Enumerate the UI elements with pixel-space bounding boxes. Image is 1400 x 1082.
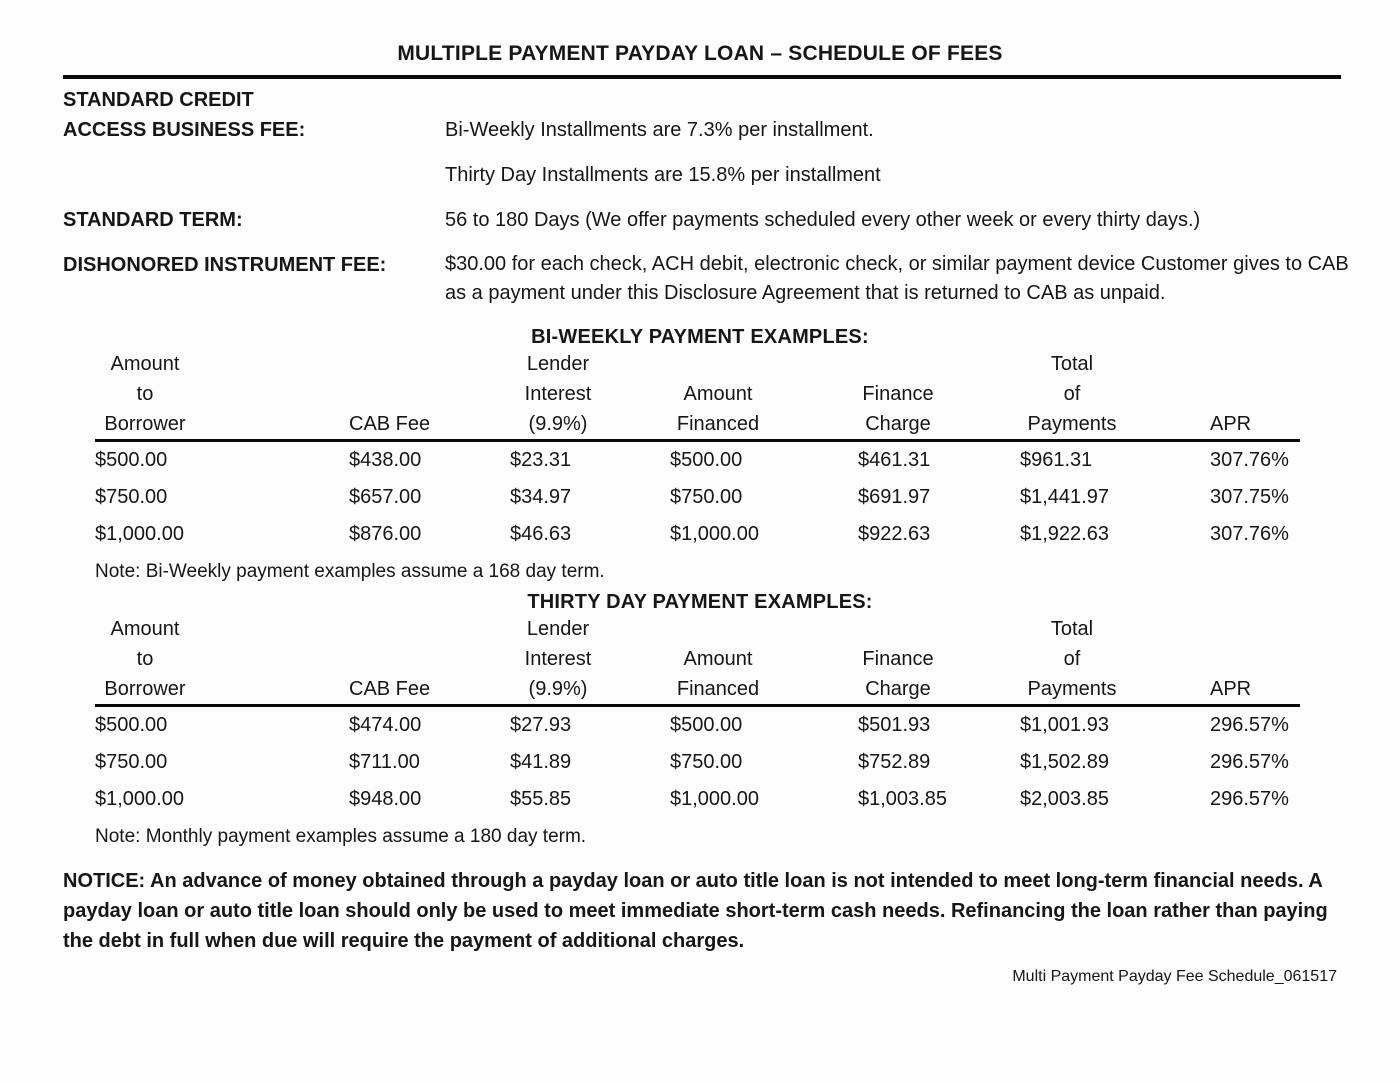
fee-row-dishonored-instrument (63, 250, 1400, 308)
header-line: Amount (683, 648, 753, 670)
fee-value-dishonored-instrument: $30.00 for each check, ACH debit, electronic check, or similar payment device Customer gives to CAB as a payment under this Disclosure Agreement that is returned to CAB as unpaid. (445, 253, 1349, 304)
header-line: Amount (683, 383, 753, 405)
cell-amount-financed: $1,000.00 (670, 523, 759, 545)
cell-amount-to-borrower: $500.00 (95, 714, 168, 736)
header-line: APR (1210, 678, 1252, 700)
cell-finance-charge: $461.31 (858, 449, 931, 471)
fee-value-standard-term: 56 to 180 Days (We offer payments scheduled every other week or every thirty days.) (445, 209, 1201, 231)
fee-label-standard-term: STANDARD TERM: (63, 209, 243, 231)
document-footer-reference: Multi Payment Payday Fee Schedule_061517 (1012, 968, 1337, 985)
thirtyday-table (95, 614, 1310, 818)
column-header-finance-charge (858, 349, 1020, 439)
header-line: CAB Fee (349, 678, 431, 700)
fee-definitions (63, 85, 1400, 308)
header-line: APR (1210, 413, 1252, 435)
cell-cab-fee: $474.00 (349, 714, 422, 736)
table-row (95, 516, 1310, 553)
thirtyday-table-title: THIRTY DAY PAYMENT EXAMPLES: (527, 591, 873, 613)
cell-finance-charge: $922.63 (858, 523, 931, 545)
header-line: Charge (865, 678, 931, 700)
header-line: Financed (676, 413, 760, 435)
cell-total-of-payments: $1,922.63 (1020, 523, 1109, 545)
fee-value-thirtyday-rate: Thirty Day Installments are 15.8% per installment (445, 164, 881, 186)
cell-amount-financed: $1,000.00 (670, 788, 759, 810)
cell-finance-charge: $691.97 (858, 486, 931, 508)
table-row (95, 744, 1310, 781)
cell-lender-interest: $55.85 (510, 788, 572, 810)
column-header-finance-charge (858, 614, 1020, 704)
cell-amount-to-borrower: $750.00 (95, 751, 168, 773)
header-line: Amount (110, 618, 180, 640)
column-header-lender-interest (510, 349, 670, 439)
notice-paragraph: NOTICE: An advance of money obtained through a payday loan or auto title loan is not intended to meet long-term financial needs. A payday loan or auto title loan should only be used to meet immediate short-term cash needs. Refinancing the loan rather than paying the debt in full when due will require the payment of additional charges. (63, 870, 1328, 952)
biweekly-table-note: Note: Bi-Weekly payment examples assume a 168 day term. (95, 561, 605, 582)
cell-total-of-payments: $1,001.93 (1020, 714, 1109, 736)
cell-apr: 296.57% (1210, 714, 1289, 736)
table-row (95, 781, 1310, 818)
table-row (95, 442, 1310, 479)
cell-cab-fee: $657.00 (349, 486, 422, 508)
cell-amount-to-borrower: $1,000.00 (95, 788, 184, 810)
header-line: Interest (524, 648, 592, 670)
biweekly-table-header (95, 349, 1300, 442)
fee-row-standard-term (63, 205, 1400, 235)
table-row (95, 479, 1310, 516)
column-header-total-of-payments (1020, 614, 1210, 704)
cell-apr: 307.76% (1210, 523, 1289, 545)
column-header-total-of-payments (1020, 349, 1210, 439)
column-header-amount-financed (670, 349, 858, 439)
column-header-cab-fee (349, 349, 510, 439)
column-header-amount-financed (670, 614, 858, 704)
cell-apr: 307.75% (1210, 486, 1289, 508)
thirtyday-table-note: Note: Monthly payment examples assume a 180 day term. (95, 826, 587, 847)
cell-lender-interest: $46.63 (510, 523, 572, 545)
cell-finance-charge: $752.89 (858, 751, 931, 773)
header-line: of (1063, 383, 1081, 405)
cell-lender-interest: $23.31 (510, 449, 572, 471)
header-line: Borrower (104, 678, 186, 700)
title-divider-rule (63, 75, 1341, 79)
header-line: of (1063, 648, 1081, 670)
header-line: CAB Fee (349, 413, 431, 435)
cell-lender-interest: $34.97 (510, 486, 572, 508)
cell-finance-charge: $501.93 (858, 714, 931, 736)
cell-total-of-payments: $961.31 (1020, 449, 1093, 471)
header-line: Payments (1027, 413, 1117, 435)
fee-label-standard-credit-access (63, 85, 445, 190)
fee-label-line: ACCESS BUSINESS FEE: (63, 119, 306, 141)
cell-amount-to-borrower: $1,000.00 (95, 523, 184, 545)
cell-apr: 307.76% (1210, 449, 1289, 471)
header-line: Charge (865, 413, 931, 435)
header-line: Total (1050, 618, 1094, 640)
fee-value-biweekly-rate: Bi-Weekly Installments are 7.3% per installment. (445, 119, 874, 141)
header-line: Finance (862, 383, 934, 405)
table-row (95, 707, 1310, 744)
header-line: Lender (526, 353, 590, 375)
cell-amount-financed: $750.00 (670, 486, 743, 508)
cell-finance-charge: $1,003.85 (858, 788, 947, 810)
cell-amount-financed: $750.00 (670, 751, 743, 773)
cell-amount-to-borrower: $750.00 (95, 486, 168, 508)
column-header-amount-to-borrower (95, 349, 349, 439)
header-line: Finance (862, 648, 934, 670)
column-header-lender-interest (510, 614, 670, 704)
cell-amount-to-borrower: $500.00 (95, 449, 168, 471)
column-header-cab-fee (349, 614, 510, 704)
cell-cab-fee: $438.00 (349, 449, 422, 471)
cell-total-of-payments: $2,003.85 (1020, 788, 1109, 810)
column-header-amount-to-borrower (95, 614, 349, 704)
cell-apr: 296.57% (1210, 751, 1289, 773)
header-line: (9.9%) (528, 678, 588, 700)
header-line: Financed (676, 678, 760, 700)
fee-value-standard-credit-access (445, 85, 1350, 190)
cell-apr: 296.57% (1210, 788, 1289, 810)
header-line: Lender (526, 618, 590, 640)
cell-lender-interest: $41.89 (510, 751, 572, 773)
cell-total-of-payments: $1,441.97 (1020, 486, 1109, 508)
fee-label-line: STANDARD CREDIT (63, 89, 254, 111)
header-line: Interest (524, 383, 592, 405)
column-header-apr (1210, 349, 1310, 439)
thirtyday-table-header (95, 614, 1300, 707)
cell-cab-fee: $948.00 (349, 788, 422, 810)
document-title: MULTIPLE PAYMENT PAYDAY LOAN – SCHEDULE OF FEES (397, 42, 1003, 65)
header-line: (9.9%) (528, 413, 588, 435)
biweekly-table (95, 349, 1310, 553)
header-line: Payments (1027, 678, 1117, 700)
cell-cab-fee: $711.00 (349, 751, 420, 773)
header-line: to (136, 383, 154, 405)
cell-amount-financed: $500.00 (670, 449, 743, 471)
header-line: Borrower (104, 413, 186, 435)
cell-amount-financed: $500.00 (670, 714, 743, 736)
cell-cab-fee: $876.00 (349, 523, 422, 545)
header-line: to (136, 648, 154, 670)
column-header-apr (1210, 614, 1310, 704)
header-line: Amount (110, 353, 180, 375)
cell-lender-interest: $27.93 (510, 714, 572, 736)
biweekly-table-title: BI-WEEKLY PAYMENT EXAMPLES: (531, 326, 869, 348)
header-line: Total (1050, 353, 1094, 375)
cell-total-of-payments: $1,502.89 (1020, 751, 1109, 773)
fee-row-standard-credit (63, 85, 1400, 190)
fee-label-dishonored-instrument: DISHONORED INSTRUMENT FEE: (63, 254, 387, 276)
